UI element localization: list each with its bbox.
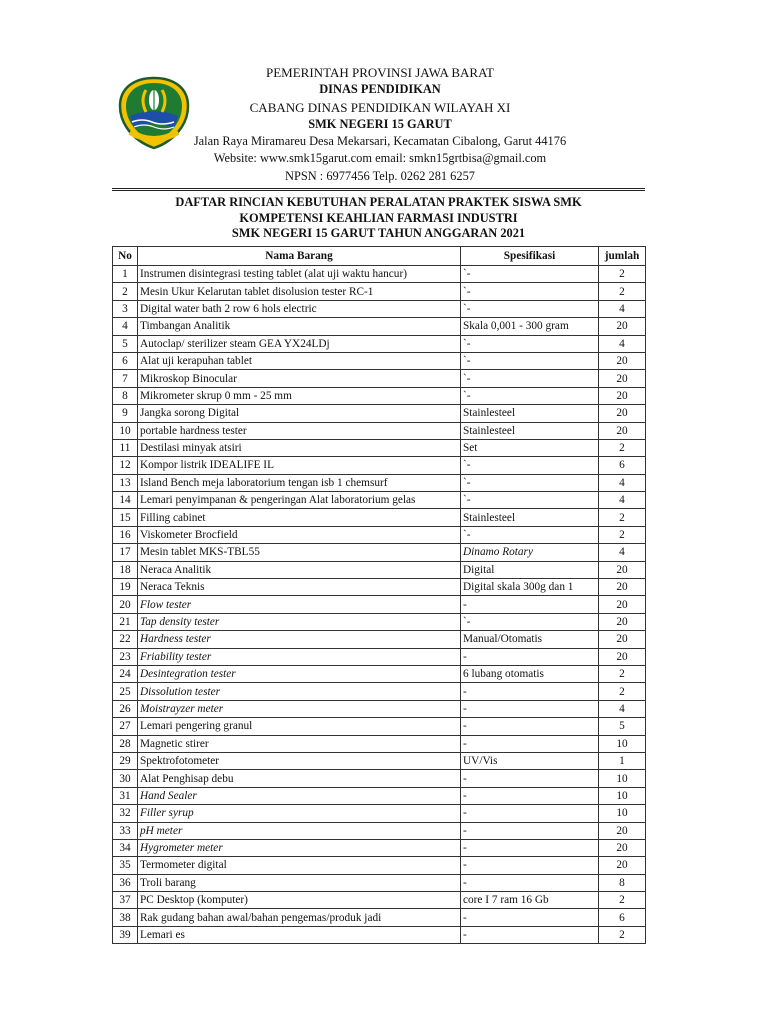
row-number: 26 [113,700,138,717]
item-spec: - [461,787,599,804]
table-row [113,805,646,822]
table-row [113,544,646,561]
item-spec: `- [461,474,599,491]
item-qty: 4 [599,300,646,317]
item-qty: 10 [599,787,646,804]
item-name: Alat Penghisap debu [138,770,461,787]
item-name: Viskometer Brocfield [138,526,461,543]
row-number: 14 [113,492,138,509]
item-qty: 20 [599,579,646,596]
item-spec: - [461,596,599,613]
item-qty: 2 [599,926,646,943]
table-row [113,718,646,735]
item-qty: 20 [599,318,646,335]
item-spec: `- [461,613,599,630]
item-name: Instrumen disintegrasi testing tablet (alat uji waktu hancur) [138,266,461,283]
table-row [113,874,646,891]
item-name: Lemari pengering granul [138,718,461,735]
item-qty: 20 [599,857,646,874]
item-name: Hand Sealer [138,787,461,804]
item-qty: 4 [599,492,646,509]
table-row [113,457,646,474]
row-number: 15 [113,509,138,526]
item-qty: 8 [599,874,646,891]
item-name: Moistrayzer meter [138,700,461,717]
table-row [113,787,646,804]
table-row [113,770,646,787]
item-qty: 20 [599,822,646,839]
school-npsn: NPSN : 6977456 Telp. 0262 281 6257 [285,168,475,183]
item-name: Kompor listrik IDEALIFE IL [138,457,461,474]
item-name: Hardness tester [138,631,461,648]
row-number: 22 [113,631,138,648]
table-row [113,283,646,300]
item-qty: 20 [599,370,646,387]
item-qty: 20 [599,596,646,613]
row-number: 29 [113,752,138,769]
row-number: 18 [113,561,138,578]
item-spec: Stainlesteel [461,509,599,526]
row-number: 38 [113,909,138,926]
item-spec: `- [461,457,599,474]
item-spec: - [461,909,599,926]
item-spec: - [461,718,599,735]
item-spec: Stainlesteel [461,422,599,439]
table-row [113,422,646,439]
table-row [113,526,646,543]
table-row [113,909,646,926]
department-name: DINAS PENDIDIKAN [319,82,441,97]
table-row [113,474,646,491]
table-row [113,561,646,578]
item-qty: 4 [599,700,646,717]
table-row [113,509,646,526]
item-spec: `- [461,335,599,352]
table-row [113,683,646,700]
row-number: 3 [113,300,138,317]
item-name: Mesin tablet MKS-TBL55 [138,544,461,561]
item-qty: 6 [599,457,646,474]
row-number: 30 [113,770,138,787]
equipment-table [112,246,646,944]
table-row [113,266,646,283]
item-name: Dissolution tester [138,683,461,700]
item-name: Island Bench meja laboratorium tengan isb 1 chemsurf [138,474,461,491]
item-spec: `- [461,492,599,509]
row-number: 12 [113,457,138,474]
item-name: Neraca Teknis [138,579,461,596]
item-name: Magnetic stirer [138,735,461,752]
row-number: 19 [113,579,138,596]
item-qty: 4 [599,335,646,352]
item-spec: Skala 0,001 - 300 gram [461,318,599,335]
row-number: 34 [113,839,138,856]
item-name: Filler syrup [138,805,461,822]
item-spec: Dinamo Rotary [461,544,599,561]
table-row [113,822,646,839]
table-row [113,648,646,665]
item-spec: - [461,857,599,874]
header-name: Nama Barang [138,247,461,266]
item-spec: - [461,648,599,665]
item-name: Mesin Ukur Kelarutan tablet disolusion tester RC-1 [138,283,461,300]
school-contact: Website: www.smk15garut.com email: smkn15grtbisa@gmail.com [213,151,547,166]
item-spec: - [461,839,599,856]
row-number: 6 [113,352,138,369]
item-spec: - [461,822,599,839]
item-spec: `- [461,370,599,387]
school-address: Jalan Raya Miramareu Desa Mekarsari, Kecamatan Cibalong, Garut 44176 [193,134,567,149]
item-qty: 2 [599,439,646,456]
item-spec: 6 lubang otomatis [461,665,599,682]
item-name: Destilasi minyak atsiri [138,439,461,456]
title-line-1: DAFTAR RINCIAN KEBUTUHAN PERALATAN PRAKTEK SISWA SMK [175,195,582,209]
item-qty: 4 [599,474,646,491]
table-row [113,613,646,630]
item-spec: - [461,683,599,700]
table-row [113,752,646,769]
item-qty: 10 [599,770,646,787]
row-number: 8 [113,387,138,404]
branch-name: CABANG DINAS PENDIDIKAN WILAYAH XI [249,99,511,115]
item-qty: 2 [599,526,646,543]
row-number: 9 [113,405,138,422]
letterhead-divider-thin [112,190,645,191]
item-qty: 20 [599,561,646,578]
row-number: 39 [113,926,138,943]
row-number: 20 [113,596,138,613]
item-qty: 2 [599,665,646,682]
item-qty: 20 [599,648,646,665]
item-spec: Stainlesteel [461,405,599,422]
item-spec: - [461,926,599,943]
item-name: Mikroskop Binocular [138,370,461,387]
table-row [113,892,646,909]
item-name: Troli barang [138,874,461,891]
table-row [113,596,646,613]
item-spec: `- [461,283,599,300]
table-row [113,335,646,352]
item-name: Flow tester [138,596,461,613]
item-spec: Set [461,439,599,456]
row-number: 32 [113,805,138,822]
item-name: Rak gudang bahan awal/bahan pengemas/produk jadi [138,909,461,926]
item-spec: Digital [461,561,599,578]
item-qty: 5 [599,718,646,735]
item-name: Neraca Analitik [138,561,461,578]
row-number: 21 [113,613,138,630]
row-number: 31 [113,787,138,804]
row-number: 35 [113,857,138,874]
item-name: Timbangan Analitik [138,318,461,335]
item-name: Desintegration tester [138,665,461,682]
item-qty: 20 [599,613,646,630]
item-qty: 6 [599,909,646,926]
item-qty: 2 [599,283,646,300]
table-row [113,926,646,943]
item-spec: Manual/Otomatis [461,631,599,648]
item-qty: 4 [599,544,646,561]
table-row [113,735,646,752]
item-qty: 2 [599,892,646,909]
header-spec: Spesifikasi [461,247,599,266]
item-spec: - [461,874,599,891]
item-qty: 20 [599,387,646,404]
table-row [113,439,646,456]
row-number: 11 [113,439,138,456]
letterhead [170,64,590,185]
item-qty: 2 [599,509,646,526]
item-qty: 20 [599,405,646,422]
item-spec: core I 7 ram 16 Gb [461,892,599,909]
item-qty: 20 [599,631,646,648]
item-name: Alat uji kerapuhan tablet [138,352,461,369]
row-number: 27 [113,718,138,735]
item-name: Friability tester [138,648,461,665]
row-number: 10 [113,422,138,439]
item-name: PC Desktop (komputer) [138,892,461,909]
letterhead-divider [112,188,645,189]
item-name: Digital water bath 2 row 6 hols electric [138,300,461,317]
row-number: 13 [113,474,138,491]
item-spec: `- [461,387,599,404]
table-row [113,387,646,404]
row-number: 25 [113,683,138,700]
item-name: Filling cabinet [138,509,461,526]
item-spec: `- [461,352,599,369]
header-no: No [113,247,138,266]
item-qty: 20 [599,422,646,439]
item-qty: 20 [599,839,646,856]
row-number: 28 [113,735,138,752]
item-name: Spektrofotometer [138,752,461,769]
row-number: 24 [113,665,138,682]
table-row [113,370,646,387]
row-number: 7 [113,370,138,387]
item-name: portable hardness tester [138,422,461,439]
table-row [113,318,646,335]
item-qty: 10 [599,805,646,822]
school-name: SMK NEGERI 15 GARUT [308,116,452,131]
header-qty: jumlah [599,247,646,266]
item-name: Termometer digital [138,857,461,874]
table-header-row [113,247,646,266]
government-name: PEMERINTAH PROVINSI JAWA BARAT [266,65,494,80]
item-spec: `- [461,526,599,543]
item-spec: `- [461,300,599,317]
row-number: 23 [113,648,138,665]
item-name: Tap density tester [138,613,461,630]
table-row [113,579,646,596]
item-spec: UV/Vis [461,752,599,769]
row-number: 17 [113,544,138,561]
item-spec: - [461,770,599,787]
item-qty: 1 [599,752,646,769]
title-line-3: SMK NEGERI 15 GARUT TAHUN ANGGARAN 2021 [231,226,526,240]
item-qty: 2 [599,266,646,283]
item-name: Mikrometer skrup 0 mm - 25 mm [138,387,461,404]
item-qty: 20 [599,352,646,369]
table-row [113,700,646,717]
item-name: Hygrometer meter [138,839,461,856]
table-row [113,631,646,648]
title-line-2: KOMPETENSI KEAHLIAN FARMASI INDUSTRI [239,210,518,225]
table-row [113,352,646,369]
row-number: 36 [113,874,138,891]
item-name: Autoclap/ sterilizer steam GEA YX24LDj [138,335,461,352]
row-number: 1 [113,266,138,283]
item-name: pH meter [138,822,461,839]
row-number: 4 [113,318,138,335]
item-spec: `- [461,266,599,283]
table-row [113,492,646,509]
item-spec: - [461,735,599,752]
table-row [113,665,646,682]
item-spec: Digital skala 300g dan 1 [461,579,599,596]
item-name: Lemari penyimpanan & pengeringan Alat laboratorium gelas [138,492,461,509]
row-number: 37 [113,892,138,909]
row-number: 5 [113,335,138,352]
row-number: 16 [113,526,138,543]
table-row [113,839,646,856]
table-row [113,857,646,874]
item-spec: - [461,805,599,822]
row-number: 33 [113,822,138,839]
item-name: Lemari es [138,926,461,943]
item-name: Jangka sorong Digital [138,405,461,422]
item-qty: 2 [599,683,646,700]
table-row [113,300,646,317]
item-spec: - [461,700,599,717]
item-qty: 10 [599,735,646,752]
row-number: 2 [113,283,138,300]
table-row [113,405,646,422]
document-title [112,195,645,242]
